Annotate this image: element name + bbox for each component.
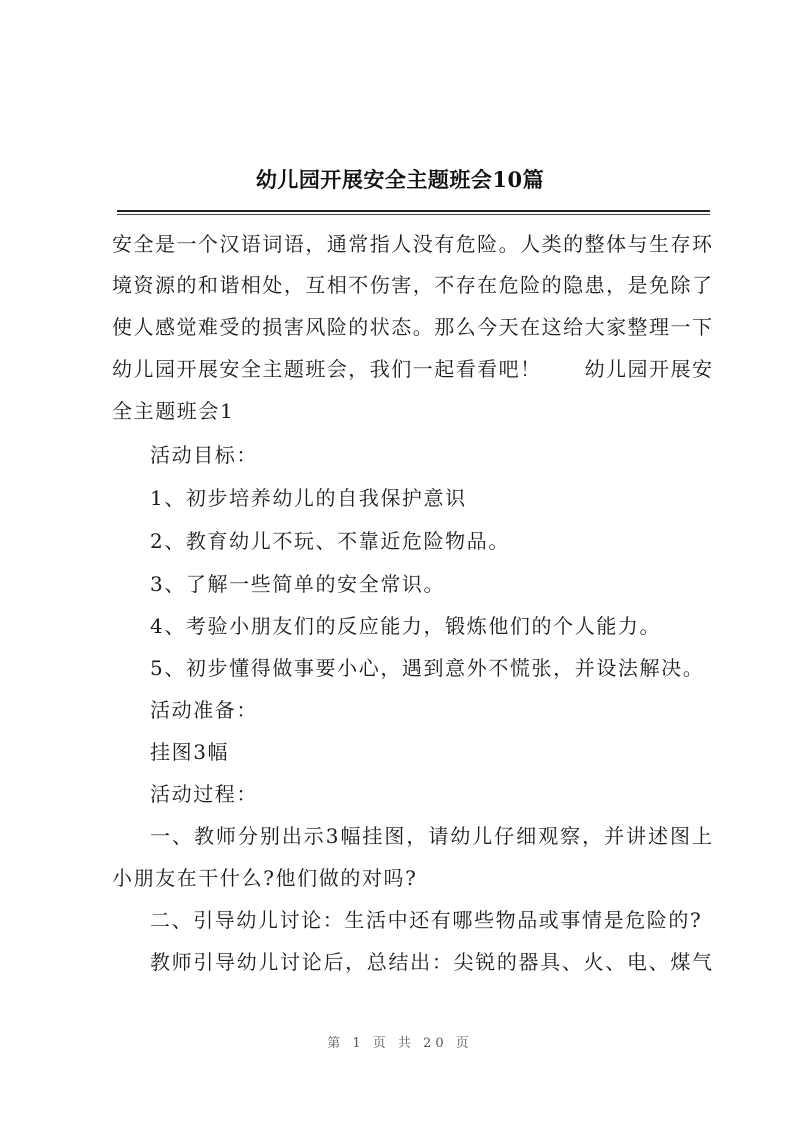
body-line: 教师引导幼儿讨论后，总结出：尖锐的器具、火、电、煤气 (150, 950, 712, 974)
section-heading: 活动过程： (150, 782, 258, 806)
body-line: 一、教师分别出示3幅挂图，请幼儿仔细观察，并讲述图上 (150, 824, 712, 848)
list-item: 2、教育幼儿不玩、不靠近危险物品。 (150, 529, 510, 553)
body-line: 全主题班会1 (112, 399, 235, 423)
body-line: 二、引导幼儿讨论：生活中还有哪些物品或事情是危险的? (150, 908, 703, 932)
list-item: 5、初步懂得做事要小心，遇到意外不慌张，并设法解决。 (150, 656, 705, 680)
document-title: 幼儿园开展安全主题班会10篇 (255, 167, 545, 192)
list-item: 3、了解一些简单的安全常识。 (150, 572, 446, 596)
body-line: 幼儿园开展安全主题班会，我们一起看看吧！ 幼儿园开展安 (112, 357, 712, 381)
body-line: 境资源的和谐相处，互相不伤害，不存在危险的隐患，是免除了 (112, 273, 712, 297)
body-line: 挂图3幅 (150, 740, 230, 764)
title-divider-thin (117, 214, 710, 215)
page-footer: 第 1 页 共 20 页 (327, 1036, 473, 1051)
list-item: 1、初步培养幼儿的自我保护意识 (150, 486, 467, 510)
body-line: 安全是一个汉语词语，通常指人没有危险。人类的整体与生存环 (112, 232, 712, 256)
section-heading: 活动准备： (150, 698, 258, 722)
list-item: 4、考验小朋友们的反应能力，锻炼他们的个人能力。 (150, 614, 662, 638)
title-divider (117, 210, 710, 212)
body-line: 使人感觉难受的损害风险的状态。那么今天在这给大家整理一下 (112, 315, 712, 339)
section-heading: 活动目标： (150, 443, 258, 467)
body-line: 小朋友在干什么?他们做的对吗? (112, 866, 418, 890)
